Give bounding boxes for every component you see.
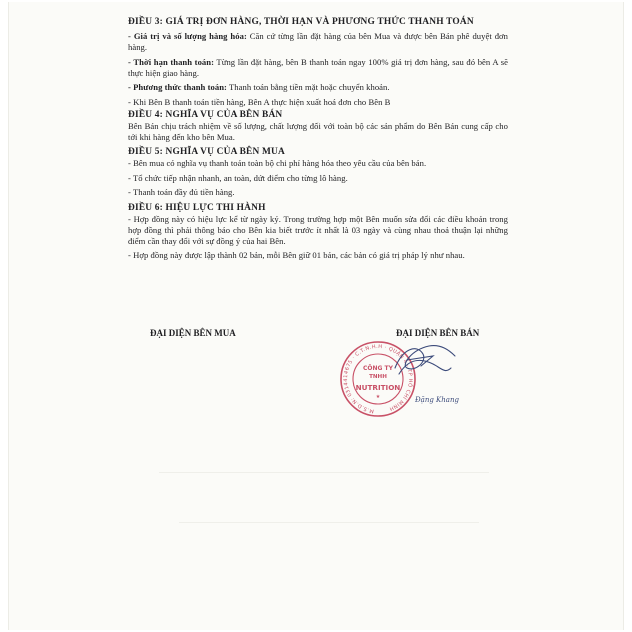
clause-paragraph	[128, 158, 508, 169]
clause-text: Bên Bán chịu trách nhiệm về số lượng, chất lượng đối với toàn bộ các sản phẩm do Bên Bán cung cấp cho tới khi hàng đến kho bên Mua.	[128, 120, 508, 142]
clause-text: - Thanh toán đầy đủ tiền hàng.	[128, 187, 235, 198]
section-article-4	[128, 109, 508, 143]
contract-body	[128, 16, 508, 265]
seal-company-name: NUTRITION	[355, 383, 401, 392]
section-heading: ĐIỀU 5: NGHĨA VỤ CỦA BÊN MUA	[128, 147, 285, 158]
section-article-3	[128, 16, 508, 108]
clause-text: - Tổ chức tiếp nhận nhanh, an toàn, dứt điểm cho từng lô hàng.	[128, 172, 348, 183]
clause-paragraph	[128, 31, 508, 53]
company-seal	[337, 338, 467, 420]
section-article-6	[128, 202, 508, 262]
seal-center-line1: CÔNG TY	[363, 365, 393, 372]
clause-text: Căn cứ từng lần đặt hàng của bên Mua và được bên Bán phê duyệt đơn hàng.	[128, 31, 508, 53]
faint-divider	[179, 522, 479, 523]
faint-divider	[159, 472, 489, 473]
clause-text: - Bên mua có nghĩa vụ thanh toán toàn bộ chi phí hàng hóa theo yêu cầu của bên bán.	[128, 158, 427, 169]
clause-paragraph	[128, 250, 508, 261]
clause-paragraph	[128, 82, 508, 93]
clause-text: - Khi Bên B thanh toán tiền hàng, Bên A thực hiện xuất hoá đơn cho Bên B	[128, 96, 391, 107]
clause-lead: - Phương thức thanh toán:	[128, 82, 227, 93]
seller-signature-label: ĐẠI DIỆN BÊN BÁN	[396, 328, 480, 338]
clause-paragraph	[128, 214, 508, 248]
clause-text: - Hợp đồng này có hiệu lực kể từ ngày ký. Trong trường hợp một Bên muốn sửa đổi các điều khoản trong hợp đồng thì phải thông báo cho Bên kia biết trước ít nhất là 03 ngày và cùng nhau thoả thuận lại những điểm cần thay đổi với sự đồng ý của hai Bên.	[128, 213, 508, 246]
section-article-5	[128, 146, 508, 198]
clause-text: Thanh toán bằng tiền mặt hoặc chuyển khoản.	[226, 82, 390, 93]
clause-paragraph	[128, 121, 508, 143]
signer-name: Đặng Khang	[415, 396, 459, 404]
clause-lead: - Thời hạn thanh toán:	[128, 56, 215, 67]
clause-text: - Hợp đồng này được lập thành 02 bản, mỗi Bên giữ 01 bản, các bản có giá trị pháp lý như nhau.	[128, 250, 465, 261]
section-heading: ĐIỀU 6: HIỆU LỰC THI HÀNH	[128, 202, 266, 213]
star-icon: ★	[375, 395, 381, 400]
clause-paragraph	[128, 97, 508, 108]
section-heading: ĐIỀU 4: NGHĨA VỤ CỦA BÊN BÁN	[128, 109, 283, 120]
clause-paragraph	[128, 57, 508, 79]
clause-paragraph	[128, 173, 508, 184]
clause-text: Từng lần đặt hàng, bên B thanh toán ngay 100% giá trị đơn hàng, sau đó bên A sẽ thực hiện giao hàng.	[128, 56, 508, 78]
clause-paragraph	[128, 187, 508, 198]
clause-lead: - Giá trị và số lượng hàng hóa:	[128, 31, 247, 41]
buyer-signature-label: ĐẠI DIỆN BÊN MUA	[150, 328, 236, 338]
section-heading: ĐIỀU 3: GIÁ TRỊ ĐƠN HÀNG, THỜI HẠN VÀ PHƯƠNG THỨC THANH TOÁN	[128, 17, 474, 27]
seal-center-line2: TNHH	[369, 374, 387, 380]
seal-ring-text: M.S.D.N: 0314414675 · C.T.N.H.H · QUẬN 4 - TP HỒ CHÍ MINH	[343, 343, 414, 414]
